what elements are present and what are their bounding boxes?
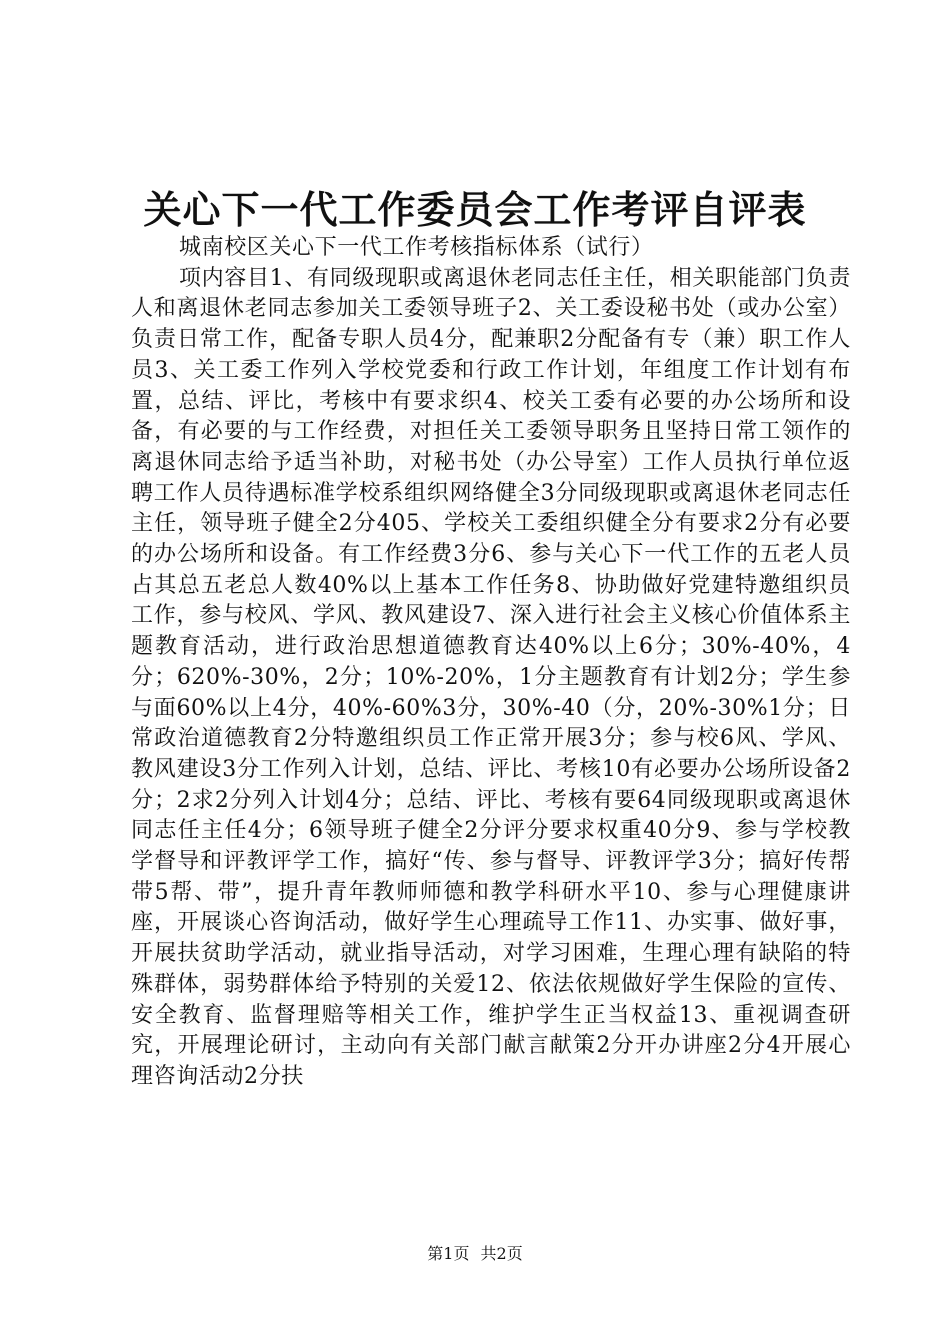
body-paragraph: 项内容目1、有同级现职或离退休老同志任主任，相关职能部门负责人和离退休老同志参加关工委领导班子2、关工委设秘书处（或办公室）负责日常工作，配备专职人员4分，配兼职2分配备有专（兼）职工作人员3、关工委工作列入学校党委和行政工作计划，年组度工作计划有布置，总结、评比，考核中有要求织4、校关工委有必要的办公场所和设备，有必要的与工作经费，对担任关工委领导职务且坚持日常工领作的离退休同志给予适当补助，对秘书处（办公导室）工作人员执行单位返聘工作人员待遇标准学校系组织网络健全3分同级现职或离退休老同志任主任，领导班子健全2分405、学校关工委组织健全分有要求2分有必要的办公场所和设备。有工作经费3分6、参与关心下一代工作的五老人员占其总五老总人数40%以上基本工作任务8、协助做好党建特邀组织员工作，参与校风、学风、教风建设7、深入进行社会主义核心价值体系主题教育活动，进行政治思想道德教育达40%以上6分；30%-40%，4分；620%-30%，2分；10%-20%，1分主题教育有计划2分；学生参与面60%以上4分，40%-60%3分，30%-40（分，20%-30%1分；日常政治道德教育2分特邀组织员工作正常开展3分；参与校6风、学风、教风建设3分工作列入计划，总结、评比、考核10有必要办公场所设备2分；2求2分列入计划4分；总结、评比、考核有要64同级现职或离退休同志任主任4分；6领导班子健全2分评分要求权重40分9、参与学校教学督导和评教评学工作，搞好“传、参与督导、评教评学3分；搞好传帮带5帮、带”，提升青年教师师德和教学科研水平10、参与心理健康讲座，开展谈心咨询活动，做好学生心理疏导工作11、办实事、做好事，开展扶贫助学活动，就业指导活动，对学习困难，生理心理有缺陷的特殊群体，弱势群体给予特别的关爱12、依法依规做好学生保险的宣传、安全教育、监督理赔等相关工作，维护学生正当权益13、重视调查研究，开展理论研讨，主动向有关部门献言献策2分开办讲座2分4开展心理咨询活动2分扶 (131, 265, 851, 1089)
page-total: 共2页 (480, 1244, 523, 1263)
document-title: 关心下一代工作委员会工作考评自评表 (143, 187, 807, 232)
page-number: 第1页 (427, 1244, 470, 1263)
document-body (131, 233, 851, 1093)
document-subtitle: 城南校区关心下一代工作考核指标体系（试行） (179, 235, 654, 260)
page-footer (0, 1243, 950, 1265)
